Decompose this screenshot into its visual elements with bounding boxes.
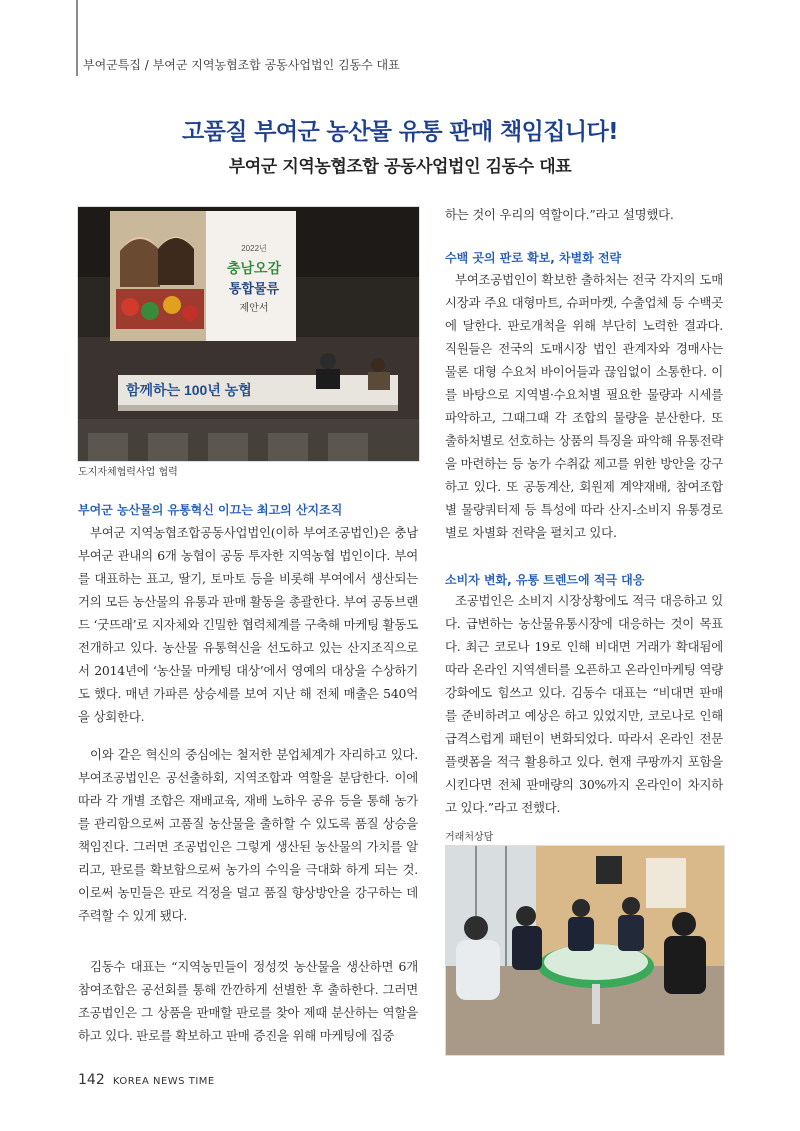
left-paragraph-1: 부여군 지역농협조합공동사업법인(이하 부여조공법인)은 충남 부여군 관내의 6개 농협이 공동 투자한 지역농협 법인이다. 부여를 대표하는 표고, 딸기, 토마토 등을 비롯해 부여에서 생산되는 거의 모든 농산물의 유통과 판매 활동을 총괄한다. 부여 공동브랜드 ‘굿뜨래’로 지자체와 긴밀한 협력체계를 구축해 마케팅 활동도 전개하고 있다. 농산물 유통혁신을 선도하고 있는 산지조직으로서 2014년에 ‘농산물 마케팅 대상’에서 영예의 대상을 수상하기도 했다. 매년 가파른 상승세를 보여 지난 해 전체 매출은 540억을 상회한다. — [78, 525, 418, 724]
header-rule — [76, 0, 78, 76]
meeting-photo-image — [446, 846, 724, 1055]
conference-photo-caption: 도지자체협력사업 협력 — [78, 467, 178, 478]
poster-line3: 제안서 — [239, 303, 269, 314]
conference-photo — [77, 206, 420, 462]
right-paragraph-1: 부여조공법인이 확보한 출하처는 전국 각지의 도매시장과 주요 대형마트, 슈퍼마켓, 수출업체 등 수백곳에 달한다. 판로개척을 위해 부단히 노력한 결과다. 직원들은 전국의 도매시장 법인 관계자와 경매사는 물론 대형 수요처 바이어들과 끊임없이 소통한다. 이를 바탕으로 지역별·수요처별 필요한 물량과 시세를 파악하고, 그때그때 각 조합의 물량을 분산한다. 또 출하처별로 선호하는 상품의 특징을 파악해 유통전략을 마련하는 등 농가 수취값 제고를 위한 방안을 강구하고 있다. 또 공동계산, 회원제 계약재배, 참여조합별 물량쿼터제 등 특성에 따라 산지-소비지 유통경로별로 차별화 전략을 펼치고 있다. — [445, 272, 723, 540]
right-paragraph-0: 하는 것이 우리의 역할이다.”라고 설명했다. — [445, 207, 674, 222]
section-tag: 부여군특집 / 부여군 지역농협조합 공동사업법인 김동수 대표 — [83, 58, 400, 72]
heading-innovation: 부여군 농산물의 유통혁신 이끄는 최고의 산지조직 — [78, 503, 343, 517]
right-paragraph-2: 조공법인은 소비지 시장상황에도 적극 대응하고 있다. 급변하는 농산물유통시장에 대응하는 것이 목표다. 최근 코로나 19로 인해 비대면 거래가 확대됨에 따라 온라인 지역센터를 오픈하고 온라인마케팅 역량 강화에도 힘쓰고 있다. 김동수 대표는 “비대면 판매를 준비하려고 예상은 하고 있었지만, 코로나로 인해 급격스럽게 패턴이 변화되었다. 따라서 온라인 전문 플랫폼을 적극 활용하고 있다. 현재 쿠팡까지 포함을 시킨다면 전체 판매량의 30%까지 온라인이 차지하고 있다.”라고 전했다. — [445, 593, 723, 815]
left-paragraph-2: 이와 같은 혁신의 중심에는 철저한 분업체계가 자리하고 있다. 부여조공법인은 공선출하회, 지역조합과 역할을 분담한다. 이에 따라 각 개별 조합은 재배교육, 재배 노하우 공유 등을 통해 농가를 관리함으로써 고품질 농산물을 출하할 수 있도록 품질 상승을 책임진다. 그러면 조공법인은 그렇게 생산된 농산물의 가치를 알리고, 판로를 확보함으로써 농가의 수익을 극대화 하게 되는 것. 이로써 농민들은 판로 걱정을 덜고 품질 향상방안을 강구하는 데 주력할 수 있게 됐다. — [78, 747, 418, 923]
stage-banner: 함께하는 100년 농협 — [126, 382, 252, 398]
meeting-photo — [445, 845, 725, 1056]
poster-line1: 충남오감 — [226, 260, 282, 276]
poster-line2: 통합물류 — [228, 281, 280, 296]
meeting-photo-caption: 거래처상담 — [445, 832, 494, 843]
page-title: 고품질 부여군 농산물 유통 판매 책임집니다! — [181, 119, 619, 145]
magazine-name: KOREA NEWS TIME — [112, 1076, 215, 1087]
conference-photo-image — [78, 207, 419, 461]
heading-channels: 수백 곳의 판로 확보, 차별화 전략 — [445, 251, 622, 265]
left-paragraph-3: 김동수 대표는 “지역농민들이 정성껏 농산물을 생산하면 6개 참여조합은 공선회를 통해 깐깐하게 선별한 후 출하한다. 그러면 조공법인은 그 상품을 판매할 판로를 찾아 제때 분산하는 역할을 하고 있다. 판로를 확보하고 판매 증진을 위해 마케팅에 집중 — [78, 959, 418, 1043]
page-subtitle: 부여군 지역농협조합 공동사업법인 김동수 대표 — [228, 157, 572, 177]
page-footer — [78, 1069, 215, 1088]
heading-trends: 소비자 변화, 유통 트렌드에 적극 대응 — [445, 573, 645, 587]
page-number: 142 — [78, 1072, 105, 1088]
poster-year: 2022년 — [241, 244, 267, 253]
